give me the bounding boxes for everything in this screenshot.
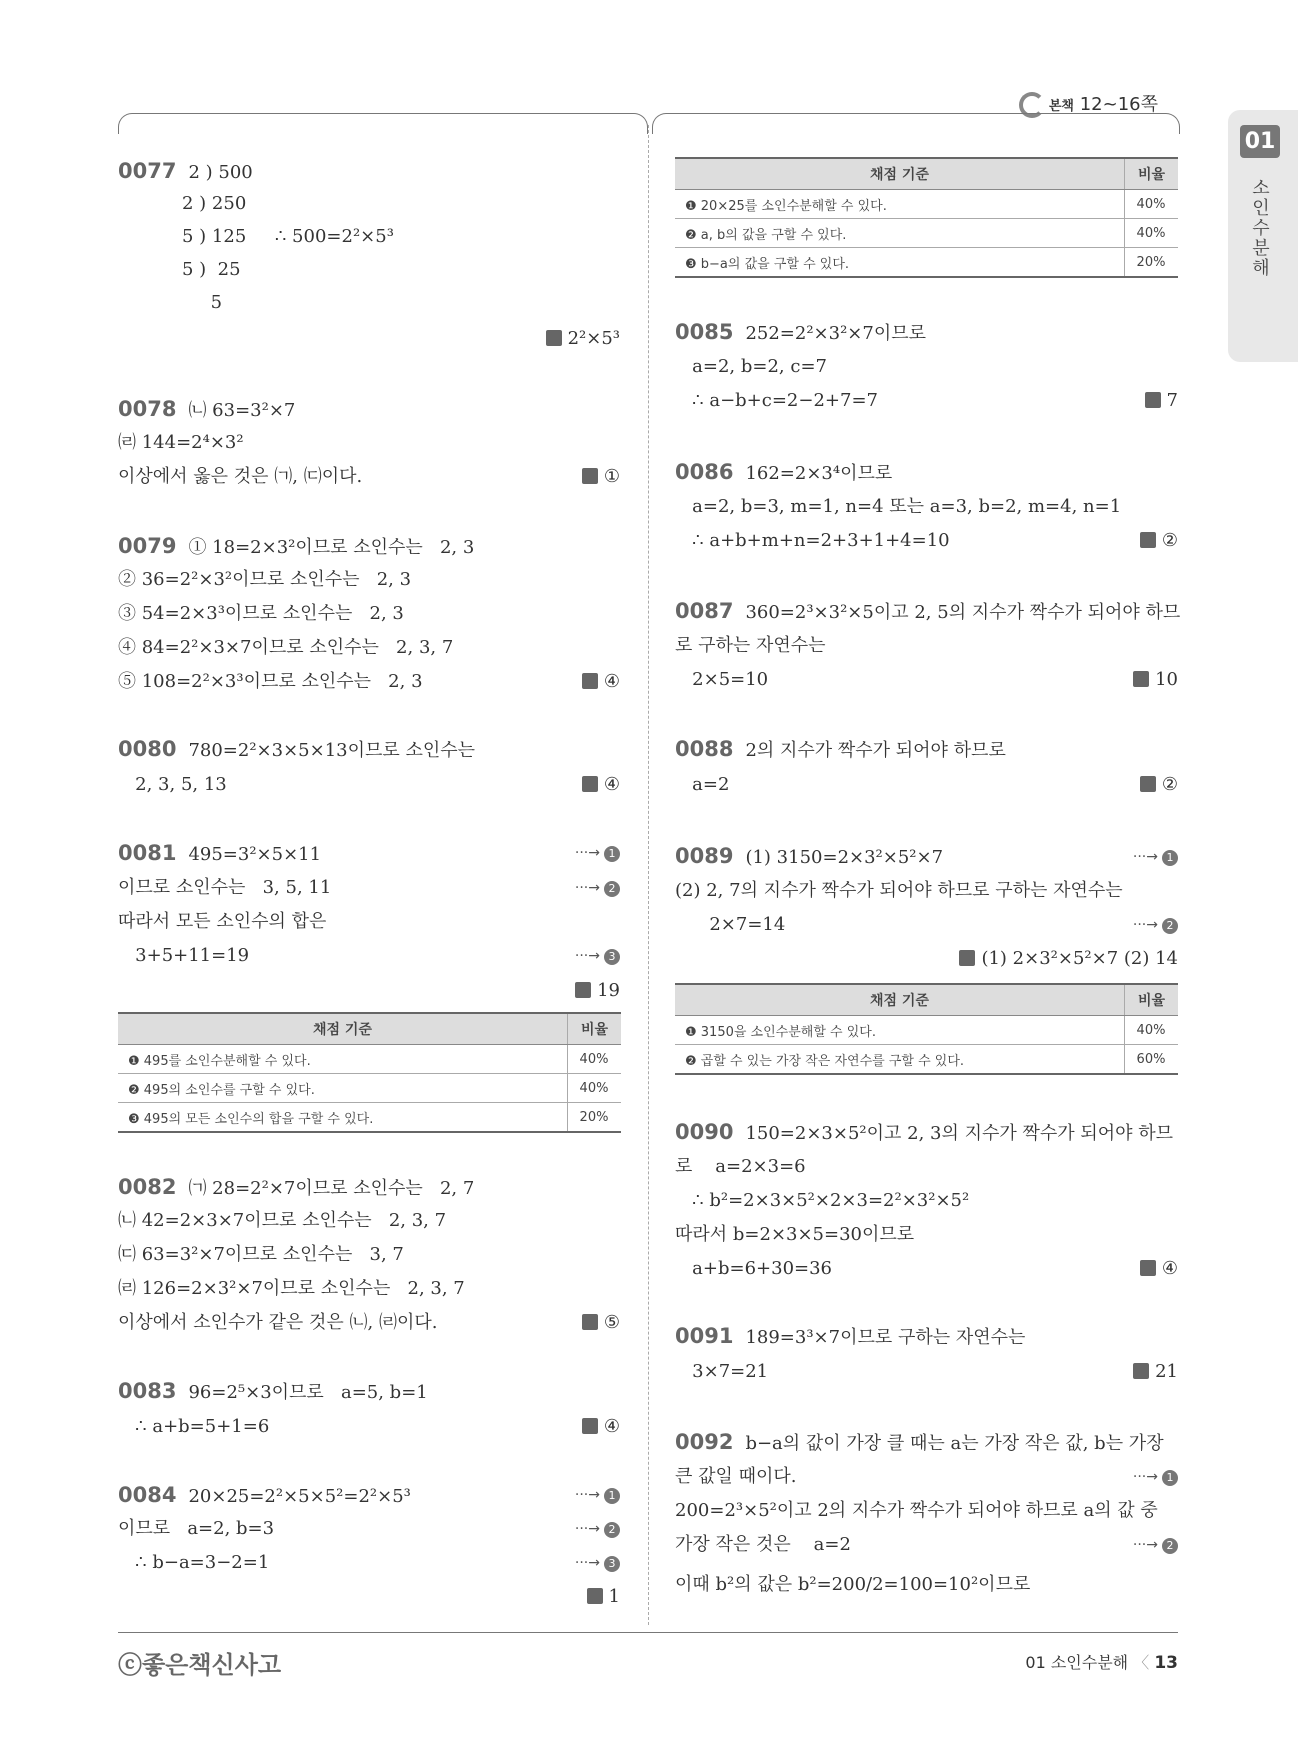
problem-0082: 0082 ㈀ 28=2²×7이므로 소인수는 2, 7 bbox=[118, 1175, 475, 1199]
line: ㈁ 42=2×3×7이므로 소인수는 2, 3, 7 bbox=[118, 1210, 447, 1231]
chevron-left-icon: 〈 bbox=[1133, 1653, 1150, 1672]
footer-page bbox=[1025, 1650, 1178, 1673]
answer-icon bbox=[575, 982, 591, 998]
answer-0081: 19 bbox=[575, 980, 620, 1001]
line: (2) 2, 7의 지수가 짝수가 되어야 하므로 구하는 자연수는 bbox=[675, 880, 1123, 901]
answer-icon bbox=[1140, 776, 1156, 792]
answer-icon bbox=[582, 673, 598, 689]
step-marker: ···→ 1 bbox=[1133, 1469, 1178, 1486]
left-column-frame bbox=[118, 113, 648, 134]
line: ㈃ 126=2×3²×7이므로 소인수는 2, 3, 7 bbox=[118, 1278, 465, 1299]
answer-icon bbox=[582, 1314, 598, 1330]
line: ㈂ 63=3²×7이므로 소인수는 3, 7 bbox=[118, 1244, 404, 1265]
answer-0089: (1) 2×3²×5²×7 (2) 14 bbox=[959, 948, 1178, 969]
chapter-label: 소인수분해 bbox=[1249, 178, 1270, 278]
step-marker: ···→ 1 bbox=[575, 1487, 620, 1504]
answer-0077: 2²×5³ bbox=[546, 328, 620, 349]
grading-table-0081: 채점 기준 비율 ❶ 495를 소인수분해할 수 있다. 40% ❷ 495의 소인수를 구할 수 있다. 40% ❸ 495의 모든 소인수의 합을 구할 수 있다. 20% bbox=[118, 1012, 621, 1133]
publisher-logo: ⓒ좋은책신사고 bbox=[118, 1651, 282, 1679]
answer-icon bbox=[1133, 671, 1149, 687]
answer-icon bbox=[1140, 1260, 1156, 1276]
line: ⑤ 108=2²×3³이므로 소인수는 2, 3 bbox=[118, 671, 423, 692]
line: 이상에서 옳은 것은 ㈀, ㈂이다. bbox=[118, 466, 363, 487]
problem-0084: 0084 20×25=2²×5×5²=2²×5³ bbox=[118, 1483, 411, 1507]
problem-0079: 0079 ① 18=2×3²이므로 소인수는 2, 3 bbox=[118, 534, 475, 558]
line: 2×5=10 bbox=[675, 669, 769, 690]
line: 200=2³×5²이고 2의 지수가 짝수가 되어야 하므로 a의 값 중 bbox=[675, 1500, 1158, 1521]
line: ④ 84=2²×3×7이므로 소인수는 2, 3, 7 bbox=[118, 637, 454, 658]
step-marker: ···→ 2 bbox=[575, 1521, 620, 1538]
line: 5 bbox=[182, 292, 223, 313]
problem-0086: 0086 162=2×3⁴이므로 bbox=[675, 460, 893, 484]
line: 5 ) 25 bbox=[182, 259, 241, 280]
line: a=2 bbox=[675, 774, 730, 795]
problem-0081: 0081 495=3²×5×11 bbox=[118, 841, 322, 865]
answer-icon bbox=[582, 468, 598, 484]
problem-0088: 0088 2의 지수가 짝수가 되어야 하므로 bbox=[675, 737, 1006, 761]
answer-icon bbox=[582, 1418, 598, 1434]
answer-0090: ④ bbox=[1140, 1258, 1178, 1279]
answer-icon bbox=[1145, 392, 1161, 408]
chapter-number: 01 bbox=[1240, 125, 1280, 158]
line: 이므로 a=2, b=3 bbox=[118, 1518, 275, 1539]
line: 2×7=14 bbox=[675, 914, 786, 935]
line: ② 36=2²×3²이므로 소인수는 2, 3 bbox=[118, 569, 412, 590]
problem-0083: 0083 96=2⁵×3이므로 a=5, b=1 bbox=[118, 1379, 428, 1403]
line: 로 구하는 자연수는 bbox=[675, 635, 826, 656]
line: 가장 작은 것은 a=2 bbox=[675, 1534, 851, 1555]
column-divider bbox=[648, 125, 649, 1625]
line: ∴ b²=2×3×5²×2×3=2²×3²×5² bbox=[675, 1190, 970, 1211]
answer-0091: 21 bbox=[1133, 1361, 1178, 1382]
line: 따라서 모든 소인수의 합은 bbox=[118, 911, 327, 932]
line: 3×7=21 bbox=[675, 1361, 769, 1382]
step-marker: ···→ 2 bbox=[1133, 1537, 1178, 1554]
line: a=2, b=3, m=1, n=4 또는 a=3, b=2, m=4, n=1 bbox=[675, 496, 1122, 517]
line: ∴ b−a=3−2=1 bbox=[118, 1552, 270, 1573]
step-marker: ···→ 3 bbox=[575, 948, 620, 965]
line: 2 ) 250 bbox=[182, 193, 247, 214]
answer-0080: ④ bbox=[582, 774, 620, 795]
problem-0089: 0089 (1) 3150=2×3²×5²×7 bbox=[675, 844, 944, 868]
step-marker: ···→ 3 bbox=[575, 1555, 620, 1572]
line: a+b=6+30=36 bbox=[675, 1258, 833, 1279]
line: ∴ a+b=5+1=6 bbox=[118, 1416, 270, 1437]
line: 5 ) 125 ∴ 500=2²×5³ bbox=[182, 226, 394, 247]
answer-0084: 1 bbox=[587, 1586, 620, 1607]
line: 이므로 소인수는 3, 5, 11 bbox=[118, 877, 332, 898]
step-marker: ···→ 1 bbox=[575, 845, 620, 862]
step-marker: ···→ 2 bbox=[575, 880, 620, 897]
answer-0083: ④ bbox=[582, 1416, 620, 1437]
answer-0079: ④ bbox=[582, 671, 620, 692]
answer-0086: ② bbox=[1140, 530, 1178, 551]
footer-chapter: 01 소인수분해 bbox=[1025, 1653, 1129, 1672]
line: a=2, b=2, c=7 bbox=[675, 356, 827, 377]
footer-rule bbox=[118, 1632, 1178, 1633]
problem-0077: 0077 2 ) 500 bbox=[118, 159, 253, 183]
page-number: 13 bbox=[1154, 1653, 1178, 1673]
step-marker: ···→ 1 bbox=[1133, 849, 1178, 866]
answer-icon bbox=[587, 1588, 603, 1604]
answer-icon bbox=[582, 776, 598, 792]
line: 따라서 b=2×3×5=30이므로 bbox=[675, 1224, 915, 1245]
answer-0078: ① bbox=[582, 466, 620, 487]
page-header: 본책 12~16쪽 bbox=[1019, 90, 1158, 118]
line: ∴ a+b+m+n=2+3+1+4=10 bbox=[675, 530, 950, 551]
problem-0091: 0091 189=3³×7이므로 구하는 자연수는 bbox=[675, 1324, 1026, 1348]
step-marker: ···→ 2 bbox=[1133, 917, 1178, 934]
answer-icon bbox=[1133, 1363, 1149, 1379]
answer-0085: 7 bbox=[1145, 390, 1178, 411]
page-range: 12~16쪽 bbox=[1079, 94, 1158, 115]
line: ③ 54=2×3³이므로 소인수는 2, 3 bbox=[118, 603, 404, 624]
right-column-frame bbox=[652, 113, 1180, 134]
problem-0080: 0080 780=2²×3×5×13이므로 소인수는 bbox=[118, 737, 476, 761]
line: ㈃ 144=2⁴×3² bbox=[118, 432, 244, 453]
answer-icon bbox=[1140, 532, 1156, 548]
answer-icon bbox=[959, 950, 975, 966]
problem-0087: 0087 360=2³×3²×5이고 2, 5의 지수가 짝수가 되어야 하므 bbox=[675, 599, 1181, 623]
line: 2, 3, 5, 13 bbox=[118, 774, 227, 795]
problem-0090: 0090 150=2×3×5²이고 2, 3의 지수가 짝수가 되어야 하므 bbox=[675, 1120, 1174, 1144]
problem-0092: 0092 b−a의 값이 가장 클 때는 a는 가장 작은 값, b는 가장 bbox=[675, 1430, 1164, 1454]
line: 로 a=2×3=6 bbox=[675, 1156, 806, 1177]
line: 이때 b²의 값은 b²=200/2=100=10²이므로 bbox=[675, 1574, 1031, 1595]
line: 큰 값일 때이다. bbox=[675, 1466, 797, 1487]
line: 3+5+11=19 bbox=[118, 945, 250, 966]
grading-table-0089: 채점 기준 비율 ❶ 3150을 소인수분해할 수 있다. 40% ❷ 곱할 수 있는 가장 작은 자연수를 구할 수 있다. 60% bbox=[675, 983, 1178, 1075]
grading-table-0084: 채점 기준 비율 ❶ 20×25를 소인수분해할 수 있다. 40% ❷ a, b의 값을 구할 수 있다. 40% ❸ b−a의 값을 구할 수 있다. 20% bbox=[675, 157, 1178, 278]
line: ∴ a−b+c=2−2+7=7 bbox=[675, 390, 878, 411]
line: 이상에서 소인수가 같은 것은 ㈁, ㈃이다. bbox=[118, 1312, 438, 1333]
answer-0088: ② bbox=[1140, 774, 1178, 795]
answer-icon bbox=[546, 330, 562, 346]
problem-0085: 0085 252=2²×3²×7이므로 bbox=[675, 320, 927, 344]
answer-0087: 10 bbox=[1133, 669, 1178, 690]
answer-0082: ⑤ bbox=[582, 1312, 620, 1333]
problem-0078: 0078 ㈁ 63=3²×7 bbox=[118, 397, 296, 421]
